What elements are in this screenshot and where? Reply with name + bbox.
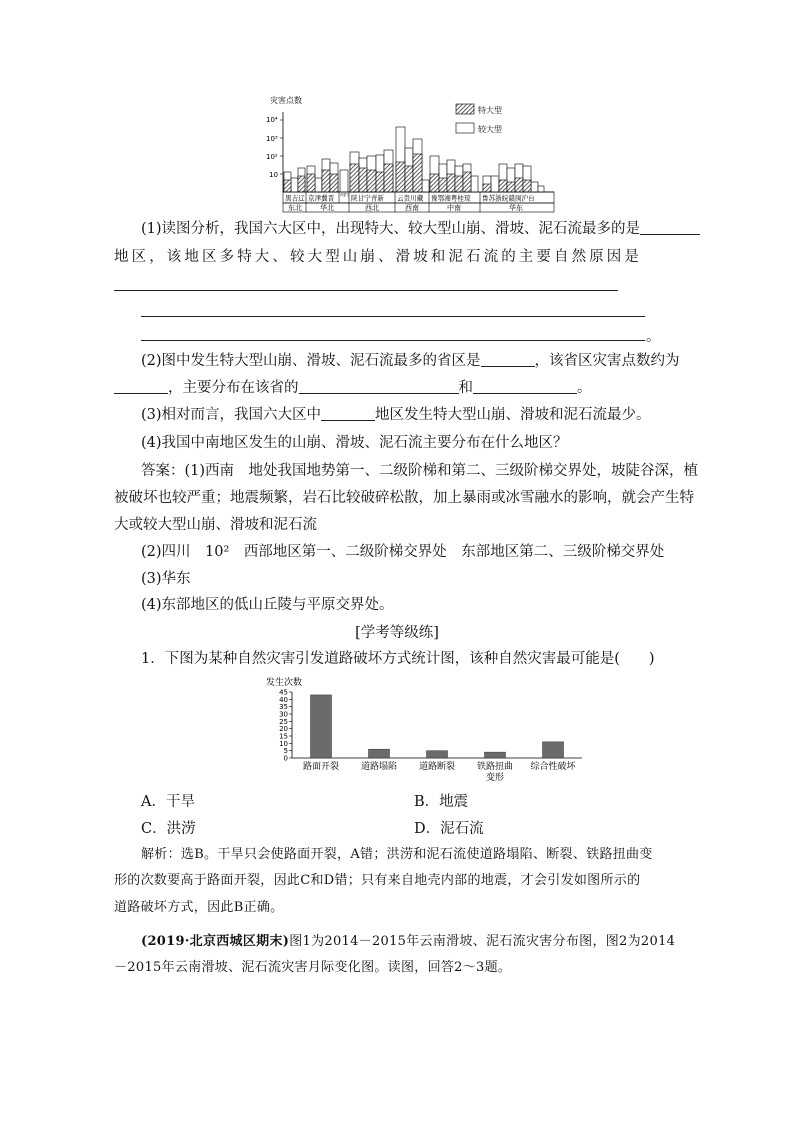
row1-im: 内蒙古 bbox=[340, 193, 350, 197]
analysis-l3: 道路破坏方式，因此B正确。 bbox=[114, 900, 284, 915]
region-xinan: 西南 bbox=[405, 204, 419, 212]
option-d[interactable]: D．泥石流 bbox=[414, 821, 484, 837]
region-dongbei: 东北 bbox=[288, 204, 302, 212]
region-zhongnan: 中南 bbox=[447, 204, 461, 212]
chart2-ytick-label: 25 bbox=[279, 717, 288, 726]
road-damage-chart bbox=[262, 674, 592, 784]
answer-l2: 被破坏也较严重；地震频繁，岩石比较破碎松散，加上暴雨或冰雪融水的影响，就会产生特 bbox=[114, 490, 694, 506]
disaster-points-chart bbox=[262, 92, 562, 214]
q1-answer-rule-1[interactable] bbox=[114, 290, 618, 291]
row1-nw: 陕甘宁青新 bbox=[351, 194, 384, 203]
next-source: (2019·北京西城区期末) bbox=[141, 934, 290, 949]
q2-line2: ，主要分布在该省的 和 。 bbox=[114, 377, 684, 399]
option-b[interactable]: B．地震 bbox=[414, 794, 469, 810]
row1-ne: 黑吉辽 bbox=[285, 194, 305, 203]
option-c[interactable]: C．洪涝 bbox=[141, 821, 196, 837]
q2-blank-area1[interactable] bbox=[299, 379, 459, 394]
chart1-ytick-1e3: 10³ bbox=[266, 135, 278, 143]
region-xibei: 西北 bbox=[365, 204, 379, 212]
region-huabei: 华北 bbox=[320, 204, 334, 212]
chart2-bar-5 bbox=[543, 742, 564, 758]
chart2-ylabel: 发生次数 bbox=[266, 678, 303, 688]
q1-answer-rule-3[interactable] bbox=[141, 340, 645, 341]
chart2-xlabel-5: 综合性破坏 bbox=[530, 762, 576, 772]
chart2-ytick-label: 45 bbox=[279, 688, 288, 697]
chart1-ytick-1e4: 10⁴ bbox=[266, 116, 278, 124]
q2-blank-area2[interactable] bbox=[473, 379, 577, 394]
row1-cs: 豫鄂湘粤桂琼 bbox=[431, 194, 471, 203]
q2-blank-count[interactable] bbox=[114, 379, 168, 394]
chart2-xlabel-1: 路面开裂 bbox=[302, 762, 340, 772]
chart2-bar-1 bbox=[311, 695, 332, 758]
next-intro-l2: －2015年云南滑坡、泥石流灾害月际变化图。读图，回答2～3题。 bbox=[114, 960, 512, 975]
chart2-ytick-label: 5 bbox=[283, 747, 288, 756]
chart2-ytick-label: 40 bbox=[279, 695, 288, 704]
chart2-ytick-label: 0 bbox=[283, 754, 288, 763]
chart2-xlabel-4: 铁路扭曲 bbox=[476, 762, 514, 772]
chart2-ytick-label: 20 bbox=[279, 725, 288, 734]
q2-line1: (2)图中发生特大型山崩、滑坡、泥石流最多的省区是 ，该省区灾害点数约为 bbox=[141, 353, 680, 369]
chart2-ytick-label: 35 bbox=[279, 703, 288, 712]
chart2-bar-4 bbox=[485, 752, 506, 758]
answer-l3: 大或较大型山崩、滑坡和泥石流 bbox=[114, 517, 317, 533]
chart2-xlabel-3: 道路断裂 bbox=[418, 762, 456, 772]
next-intro-l1: (2019·北京西城区期末)图1为2014－2015年云南滑坡、泥石流灾害分布图，图2为2014 bbox=[141, 934, 676, 949]
chart2-xlabel-4-sub: 变形 bbox=[485, 773, 505, 783]
q4-line: (4)我国中南地区发生的山崩、滑坡、泥石流主要分布在什么地区？ bbox=[141, 435, 568, 451]
chart1-ytick-1e2: 10² bbox=[266, 153, 278, 161]
q1-answer-rule-2[interactable] bbox=[141, 316, 645, 317]
analysis-l2: 形的次数要高于路面开裂，因此C和D错；只有来自地壳内部的地震，才会引发如图所示的 bbox=[114, 873, 641, 888]
chart1-ylabel: 灾害点数 bbox=[270, 96, 302, 105]
answer-l1: 答案：(1)西南 地处我国地势第一、二级阶梯和第二、三级阶梯交界处，坡陡谷深，植 bbox=[141, 463, 699, 479]
q1-line2: 地区，该地区多特大、较大型山崩、滑坡和泥石流的主要自然原因是 bbox=[114, 249, 642, 265]
chart2-bar-3 bbox=[427, 751, 448, 758]
chart2-bar-2 bbox=[369, 749, 390, 758]
mcq1-stem: 1．下图为某种自然灾害引发道路破坏方式统计图，该种自然灾害最可能是( ) bbox=[141, 651, 655, 667]
chart2-ytick-label: 15 bbox=[279, 732, 288, 741]
row1-sw: 云贵川藏 bbox=[397, 194, 424, 203]
section-title: [学考等级练] bbox=[355, 625, 439, 641]
legend-jiao-da: 较大型 bbox=[478, 125, 502, 134]
row1-nc: 京津冀晋 bbox=[308, 194, 335, 203]
answer-l4: (2)四川 10² 西部地区第一、二级阶梯交界处 东部地区第二、三级阶梯交界处 bbox=[141, 544, 665, 560]
chart1-ytick-10: 10 bbox=[269, 171, 278, 179]
q3-line: (3)相对而言，我国六大区中 地区发生特大型山崩、滑坡和泥石流最少。 bbox=[141, 407, 651, 423]
chart2-xlabel-2: 道路塌陷 bbox=[360, 762, 398, 772]
analysis-l1: 解析：选B。干旱只会使路面开裂，A错；洪涝和泥石流使道路塌陷、断裂、铁路扭曲变 bbox=[141, 847, 653, 862]
q3-blank-region[interactable] bbox=[321, 406, 375, 421]
q1-period: 。 bbox=[646, 329, 661, 345]
row1-ec: 鲁苏浙皖赣闽沪台 bbox=[482, 194, 535, 203]
chart2-ytick-label: 30 bbox=[279, 710, 288, 719]
q1-line1: (1)读图分析，我国六大区中，出现特大、较大型山崩、滑坡、泥石流最多的是 bbox=[141, 218, 711, 240]
option-a[interactable]: A．干旱 bbox=[141, 794, 195, 810]
legend-te-da: 特大型 bbox=[478, 106, 502, 115]
answer-l5: (3)华东 bbox=[141, 571, 191, 587]
region-huadong: 华东 bbox=[509, 204, 523, 212]
answer-l6: (4)东部地区的低山丘陵与平原交界处。 bbox=[141, 597, 394, 613]
q2-blank-province[interactable] bbox=[481, 352, 535, 367]
q1-blank-region[interactable] bbox=[640, 220, 700, 235]
chart2-ytick-label: 10 bbox=[279, 739, 288, 748]
